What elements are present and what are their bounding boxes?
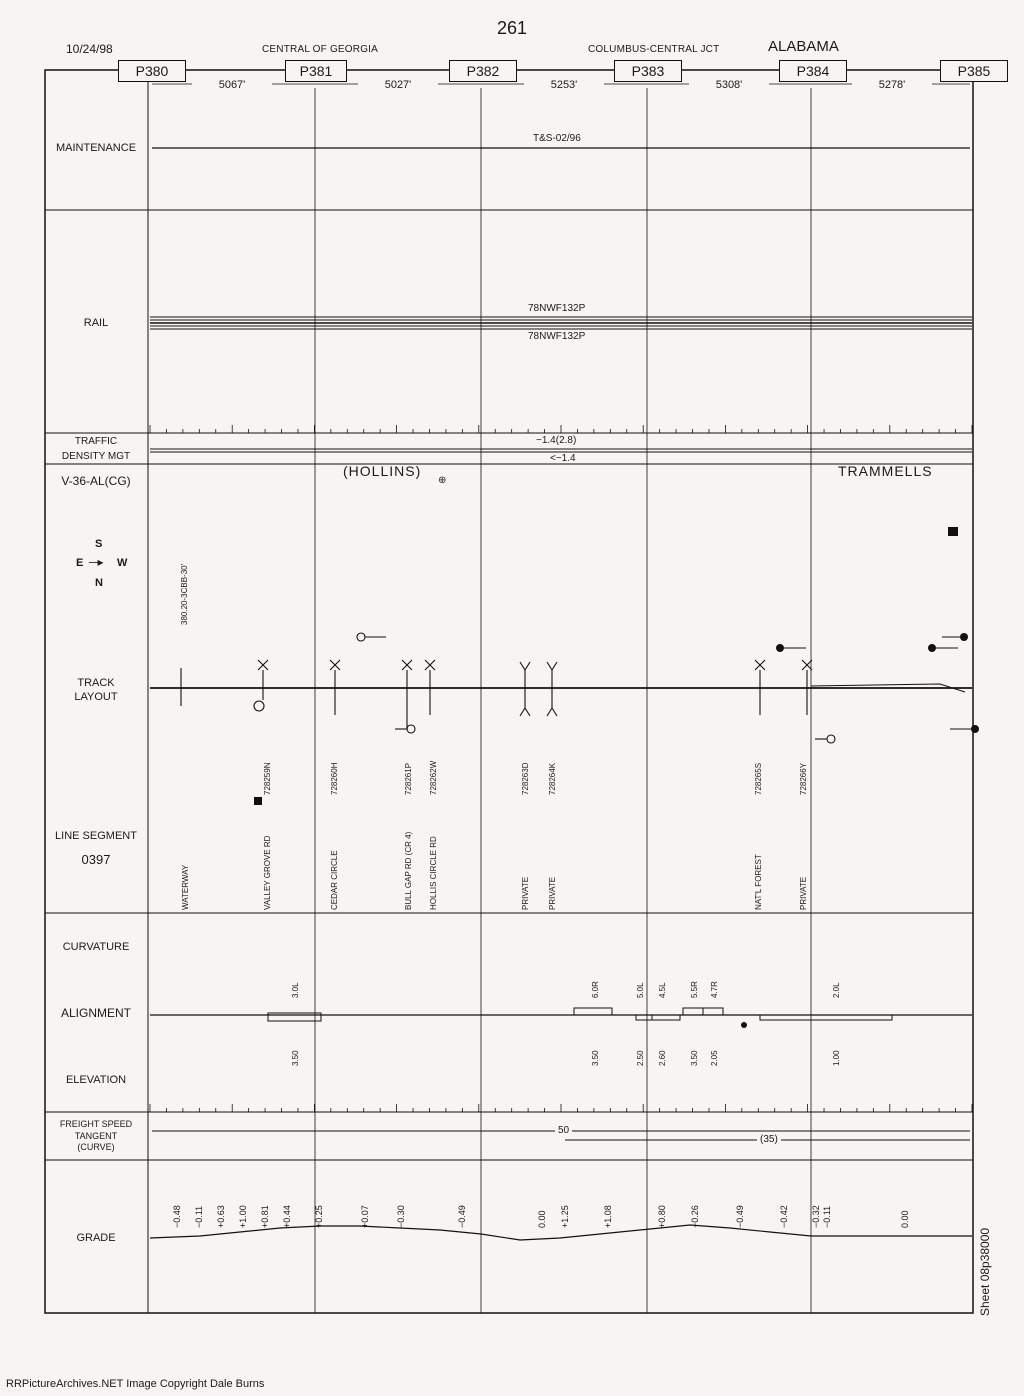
grade-value: −0.49: [735, 1205, 745, 1228]
crossing-name: WATERWAY: [181, 864, 190, 910]
grade-value: +0.81: [260, 1205, 270, 1228]
crossing-id: 728261P: [404, 762, 413, 795]
crossing-name: NAT'L FOREST: [754, 854, 763, 910]
row-label-traffic: TRAFFIC: [74, 436, 118, 447]
compass-north: N: [95, 577, 103, 589]
superelevation: 2.05: [710, 1050, 719, 1066]
grade-value: 0.00: [900, 1210, 910, 1228]
row-label-line-segment: LINE SEGMENT: [55, 830, 137, 842]
milepost-p385: P385: [940, 60, 1008, 82]
superelevation: 3.50: [591, 1050, 600, 1066]
crossing-name: PRIVATE: [799, 876, 808, 910]
crossing-id: 728265S: [754, 762, 763, 795]
compass-arrow-icon: ─▸: [89, 555, 104, 569]
crossing-name: CEDAR CIRCLE: [330, 850, 339, 910]
image-credit: RRPictureArchives.NET Image Copyright Dale Burns: [6, 1378, 265, 1390]
grade-value: −0.11: [194, 1205, 204, 1228]
subdivision-name: COLUMBUS-CENTRAL JCT: [588, 44, 720, 55]
rail-bottom-value: 78NWF132P: [528, 331, 586, 342]
grade-value: +0.63: [216, 1205, 226, 1228]
row-label-alignment: ALIGNMENT: [60, 1006, 131, 1020]
crossing-name: PRIVATE: [548, 876, 557, 910]
curve-degree: 2.0L: [832, 982, 841, 998]
railroad-name: CENTRAL OF GEORGIA: [262, 44, 379, 55]
grade-value: +0.07: [360, 1205, 370, 1228]
crossing-name: HOLLIS CIRCLE RD: [429, 836, 438, 910]
grade-value: −0.32: [811, 1205, 821, 1228]
curve-degree: 5.5R: [690, 981, 699, 998]
milepost-p383: P383: [614, 60, 682, 82]
speed-curve: (35): [757, 1134, 781, 1145]
distance-label: 5027': [358, 79, 438, 91]
crossing-id: 728259N: [263, 762, 272, 795]
row-label-curvature: CURVATURE: [62, 941, 130, 953]
timetable-label: V-36-AL(CG): [61, 474, 131, 488]
date: 10/24/98: [66, 42, 113, 56]
grade-value: +1.00: [238, 1205, 248, 1228]
grade-value: −0.49: [457, 1205, 467, 1228]
grade-value: −0.26: [690, 1205, 700, 1228]
grade-value: +1.25: [560, 1205, 570, 1228]
row-label-rail: RAIL: [83, 317, 109, 329]
maintenance-value: T&S-02/96: [533, 133, 581, 144]
crossing-id: 728263D: [521, 762, 530, 795]
compass-south: S: [95, 538, 103, 550]
station-marker-icon: ⊕: [438, 475, 447, 486]
milepost-p380: P380: [118, 60, 186, 82]
state-name: ALABAMA: [768, 38, 839, 55]
speed-tangent: 50: [555, 1125, 572, 1136]
distance-label: 5253': [524, 79, 604, 91]
grade-value: +0.80: [657, 1205, 667, 1228]
station-hollins: (HOLLINS): [343, 463, 422, 479]
grade-value: 0.00: [537, 1210, 547, 1228]
station-trammells: TRAMMELLS: [838, 463, 933, 479]
crossing-name: VALLEY GROVE RD: [263, 835, 272, 910]
line-segment-number: 0397: [81, 852, 111, 867]
row-label-density: DENSITY MGT: [61, 451, 131, 462]
row-label-tangent: TANGENT: [74, 1131, 118, 1141]
rail-top-value: 78NWF132P: [528, 303, 586, 314]
curve-degree: 5.0L: [636, 982, 645, 998]
grade-value: +1.08: [603, 1205, 613, 1228]
compass-east: E: [76, 557, 84, 569]
row-label-freight-speed: FREIGHT SPEED: [59, 1119, 133, 1129]
traffic-density-bottom: <−1.4: [550, 453, 576, 464]
superelevation: 3.50: [690, 1050, 699, 1066]
row-label-grade: GRADE: [76, 1232, 116, 1244]
grade-value: −0.30: [396, 1205, 406, 1228]
superelevation: 2.50: [636, 1050, 645, 1066]
milepost-p384: P384: [779, 60, 847, 82]
crossing-id: 728264K: [548, 762, 557, 795]
crossing-name: BULL GAP RD (CR 4): [404, 831, 413, 910]
grade-value: −0.42: [779, 1205, 789, 1228]
crossing-id: 728260H: [330, 762, 339, 795]
curve-degree: 4.5L: [658, 982, 667, 998]
grade-value: +0.25: [314, 1205, 324, 1228]
traffic-density-top: −1.4(2.8): [536, 435, 577, 446]
distance-label: 5308': [689, 79, 769, 91]
curve-degree: 3.0L: [291, 982, 300, 998]
row-label-elevation: ELEVATION: [65, 1074, 127, 1086]
curve-degree: 6.0R: [591, 981, 600, 998]
milepost-p382: P382: [449, 60, 517, 82]
sheet-number: Sheet 08p38000: [978, 1227, 992, 1316]
bridge-label: 380.20-3CBB-30': [180, 563, 189, 625]
page-number: 261: [496, 18, 528, 38]
row-label-curve: (CURVE): [77, 1142, 115, 1152]
curve-degree: 4.7R: [710, 981, 719, 998]
distance-label: 5067': [192, 79, 272, 91]
crossing-name: PRIVATE: [521, 876, 530, 910]
grade-value: −0.11: [822, 1205, 832, 1228]
milepost-p381: P381: [285, 60, 347, 82]
compass-west: W: [117, 557, 128, 569]
row-label-layout: LAYOUT: [74, 691, 118, 703]
superelevation: 3.50: [291, 1050, 300, 1066]
superelevation: 1.00: [832, 1050, 841, 1066]
row-label-track: TRACK: [77, 677, 115, 689]
crossing-id: 728262W: [429, 760, 438, 795]
grade-value: +0.44: [282, 1205, 292, 1228]
row-label-maintenance: MAINTENANCE: [55, 142, 137, 154]
grade-value: −0.48: [172, 1205, 182, 1228]
crossing-id: 728266Y: [799, 762, 808, 795]
distance-label: 5278': [852, 79, 932, 91]
superelevation: 2.60: [658, 1050, 667, 1066]
